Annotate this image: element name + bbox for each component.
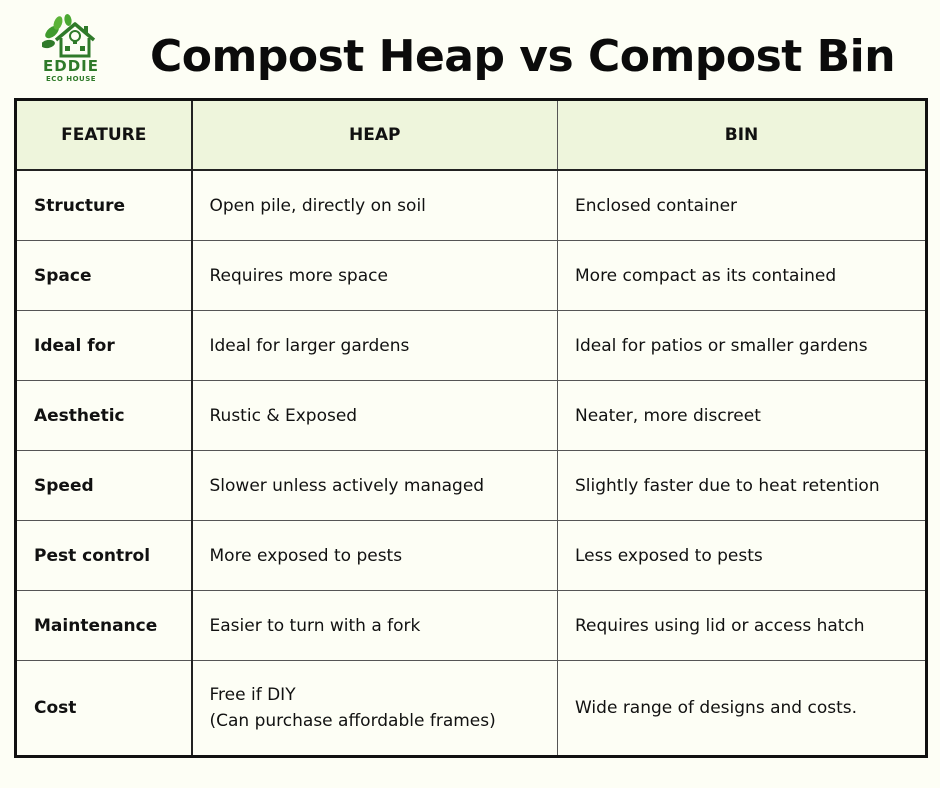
comparison-table [14, 98, 928, 758]
heap-cell: Slower unless actively managed [192, 451, 558, 521]
bin-cell: More compact as its contained [558, 241, 927, 311]
feature-cell: Cost [16, 661, 192, 757]
feature-cell: Pest control [16, 521, 192, 591]
feature-cell: Structure [16, 170, 192, 241]
logo-name: EDDIE [43, 57, 99, 75]
bin-cell: Ideal for patios or smaller gardens [558, 311, 927, 381]
heap-cell: More exposed to pests [192, 521, 558, 591]
feature-cell: Aesthetic [16, 381, 192, 451]
heap-cell-line-1: Free if DIY [209, 685, 296, 705]
logo-subtitle: ECO HOUSE [45, 75, 97, 83]
table-row [16, 311, 927, 381]
heap-cell: Open pile, directly on soil [192, 170, 558, 241]
table-header-row [16, 100, 927, 171]
heap-cell: Easier to turn with a fork [192, 591, 558, 661]
house-leaves-icon [42, 14, 100, 60]
bin-cell: Wide range of designs and costs. [558, 661, 927, 757]
table-row [16, 451, 927, 521]
table-row [16, 591, 927, 661]
bin-cell: Slightly faster due to heat retention [558, 451, 927, 521]
table-row [16, 521, 927, 591]
column-header-heap: HEAP [192, 100, 558, 171]
heap-cell [192, 661, 558, 757]
table-row [16, 170, 927, 241]
column-header-bin: BIN [558, 100, 927, 171]
heap-cell-line-2: (Can purchase affordable frames) [209, 711, 496, 731]
column-header-feature: FEATURE [16, 100, 192, 171]
heap-cell: Requires more space [192, 241, 558, 311]
bin-cell: Less exposed to pests [558, 521, 927, 591]
table-row [16, 381, 927, 451]
bin-cell: Neater, more discreet [558, 381, 927, 451]
feature-cell: Ideal for [16, 311, 192, 381]
table-row [16, 661, 927, 757]
heap-cell: Rustic & Exposed [192, 381, 558, 451]
bin-cell: Requires using lid or access hatch [558, 591, 927, 661]
bin-cell: Enclosed container [558, 170, 927, 241]
feature-cell: Speed [16, 451, 192, 521]
feature-cell: Maintenance [16, 591, 192, 661]
table-row [16, 241, 927, 311]
eddie-eco-house-logo [38, 14, 104, 84]
page-title: Compost Heap vs Compost Bin [150, 31, 896, 82]
feature-cell: Space [16, 241, 192, 311]
heap-cell: Ideal for larger gardens [192, 311, 558, 381]
